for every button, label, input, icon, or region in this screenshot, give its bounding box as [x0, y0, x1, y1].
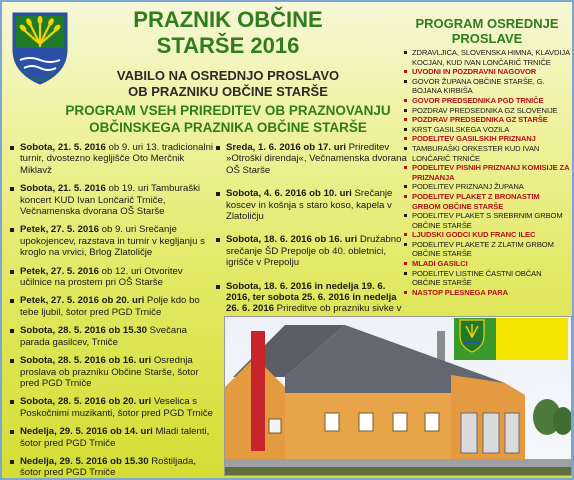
program-item: UVODNI IN POZDRAVNI NAGOVOR: [404, 67, 570, 77]
event-item: Sobota, 18. 6. 2016 in nedelja 19. 6. 2016, ter sobota 25. 6. 2016 in nedelja 26. 6. 2016 Prireditve ob prazniku sivke v: [214, 281, 410, 327]
event-item: Sobota, 28. 5. 2016 ob 20. uri Veselica s Poskočnimi muzikanti, šotor pred PGD Trniče: [8, 396, 216, 419]
program-item: PODELITEV PLAKET S SREBRNIM GRBOM OBČINE STARŠE: [404, 211, 570, 230]
invite-line1: VABILO NA OSREDNJO PROSLAVO: [116, 68, 340, 83]
events-program-heading-line1: PROGRAM VSEH PRIREDITEV OB PRAZNOVANJU: [65, 103, 391, 118]
poster-title-line1: PRAZNIK OBČINE: [133, 7, 323, 32]
program-item: PODELITEV LISTINE ČASTNI OBČAN OBČINE STARŠE: [404, 269, 570, 288]
program-item: POZDRAV PREDSEDNIKA GZ STARŠE: [404, 115, 570, 125]
program-item: MLADI GASILCI: [404, 259, 570, 269]
coat-of-arms-icon: [10, 10, 70, 86]
event-item: Petek, 27. 5. 2016 ob 12. uri Otvoritev učilnice na prostem pri OŠ Starše: [8, 266, 216, 289]
event-item: Sobota, 21. 5. 2016 ob 9. uri 13. tradicionalni turnir, dvostezno kegljišče Oto Merčnik Miklavž: [8, 142, 216, 176]
program-item: KRST GASILSKEGA VOZILA: [404, 125, 570, 135]
program-item: GOVOR ŽUPANA OBČINE STARŠE, G. BOJANA KIRBIŠA: [404, 77, 570, 96]
program-item: ZDRAVLJICA, SLOVENSKA HIMNA, KLAVDIJA KOCJAN, KUD IVAN LONČARIČ TRNIČE: [404, 48, 570, 67]
poster-title-line2: STARŠE 2016: [156, 33, 300, 58]
event-item: Sobota, 21. 5. 2016 ob 19. uri Tamburaški koncert KUD Ivan Lončarič Trniče, Večnamenska dvorana OŠ Starše: [8, 183, 216, 217]
event-item: Petek, 27. 5. 2016 ob 9. uri Srečanje upokojencev, razstava in turnir v kegljanju s kroglo na vrvici, Brlog Zlatoličje: [8, 224, 216, 258]
event-item: Sobota, 28. 5. 2016 ob 16. uri Osrednja proslava ob prazniku Občine Starše, šotor pred PGD Trniče: [8, 355, 216, 389]
program-item: PODELITEV PLAKETE Z ZLATIM GRBOM OBČINE STARŠE: [404, 240, 570, 259]
events-list-right: [214, 142, 410, 326]
event-item: Sobota, 28. 5. 2016 ob 15.30 Svečana parada gasilcev, Trniče: [8, 325, 216, 348]
program-item: PODELITEV PRIZNANJ ŽUPANA: [404, 182, 570, 192]
program-item: PODELITEV PISNIH PRIZNANJ KOMISIJE ZA PRIZNANJA: [404, 163, 570, 182]
flag-coat-of-arms-icon: [458, 318, 486, 354]
events-list-left: [8, 142, 216, 479]
main-program-heading-line2: PROSLAVE: [451, 31, 523, 46]
event-item: Nedelja, 29. 5. 2016 ob 14. uri Mladi talenti, šotor pred PGD Trniče: [8, 426, 216, 449]
main-program-list: [404, 48, 570, 297]
main-program-heading-line1: PROGRAM OSREDNJE: [415, 16, 559, 31]
program-item: NASTOP PLESNEGA PARA: [404, 288, 570, 298]
event-item: Nedelja, 29. 5. 2016 ob 15.30 Roštiljada, šotor pred PGD Trniče: [8, 456, 216, 479]
invite-line2: OB PRAZNIKU OBČINE STARŠE: [128, 84, 328, 99]
event-item: Sobota, 18. 6. 2016 ob 16. uri Družabno srečanje ŠD Prepolje ob 40. obletnici, igrišče v Prepolju: [214, 234, 410, 268]
program-item: PODELITEV PLAKET Z BRONASTIM GRBOM OBČINE STARŠE: [404, 192, 570, 211]
event-item: Sobota, 4. 6. 2016 ob 10. uri Srečanje koscev in košnja s staro koso, kapela v Zlatoličju: [214, 188, 410, 222]
program-item: LJUDSKI GODCI KUD FRANC ILEC: [404, 230, 570, 240]
program-item: PODELITEV GASILSKIH PRIZNANJ: [404, 134, 570, 144]
program-item: GOVOR PREDSEDNIKA PGD TRNIČE: [404, 96, 570, 106]
event-item: Sreda, 1. 6. 2016 ob 17. uri Prireditev »Otroški direndaj«, Večnamenska dvorana OŠ Starše: [214, 142, 410, 176]
event-item: Petek, 27. 5. 2016 ob 20. uri Polje kdo bo tebe ljubil, šotor pred PGD Trniče: [8, 295, 216, 318]
program-item: POZDRAV PREDSEDNIKA GZ SLOVENIJE: [404, 106, 570, 116]
events-program-heading-line2: OBČINSKEGA PRAZNIKA OBČINE STARŠE: [89, 120, 367, 135]
program-item: TAMBURAŠKI ORKESTER KUD IVAN LONČARIČ TRNIČE: [404, 144, 570, 163]
municipal-flag-yellow: [496, 318, 568, 360]
